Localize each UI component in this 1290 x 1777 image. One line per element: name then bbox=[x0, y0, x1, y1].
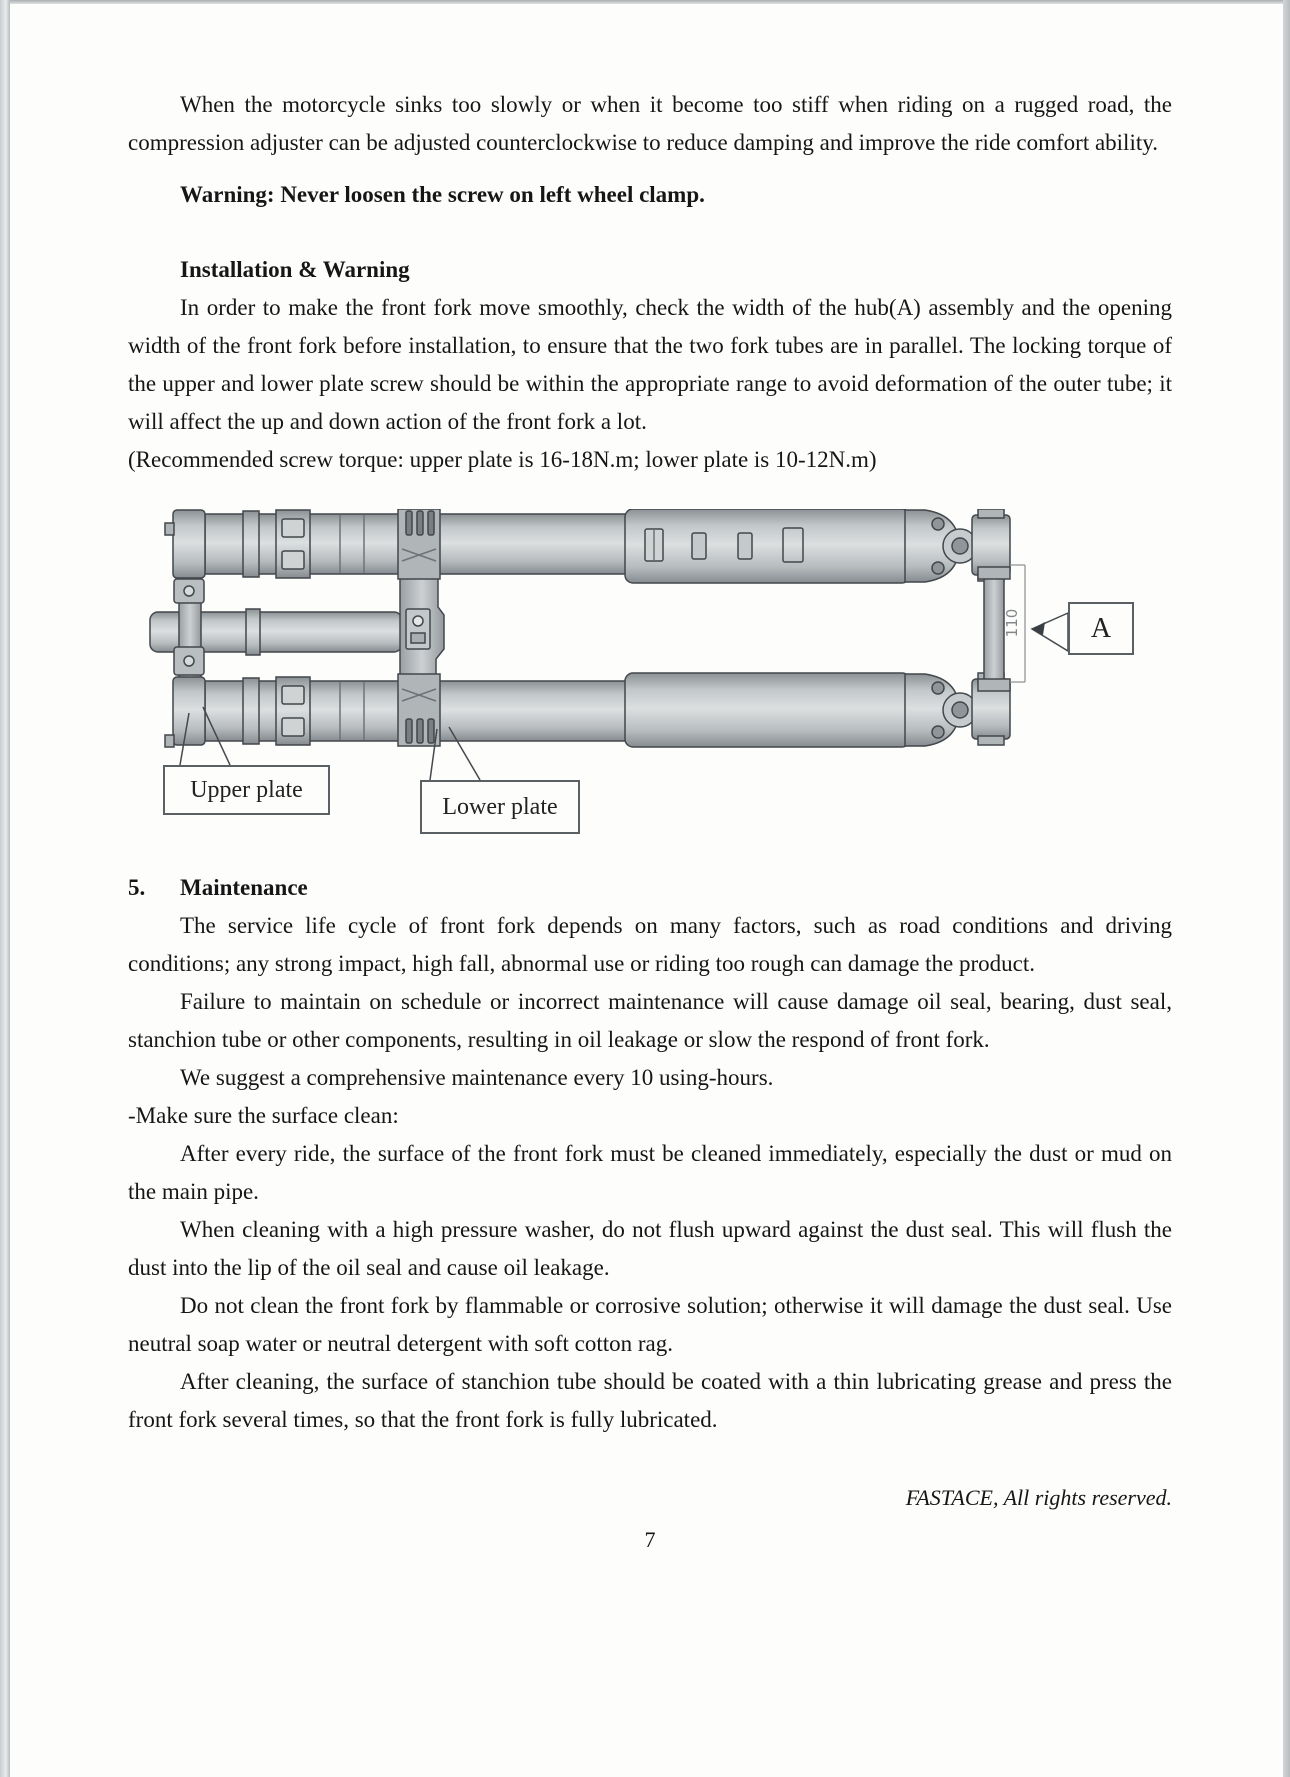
front-fork-diagram bbox=[128, 509, 1172, 849]
paragraph-after-every-ride: After every ride, the surface of the front fork must be cleaned immediately, especially the dust or mud on the main pipe. bbox=[128, 1141, 1172, 1204]
torque-note: (Recommended screw torque: upper plate is 16-18N.m; lower plate is 10-12N.m) bbox=[128, 447, 877, 472]
page-content bbox=[128, 86, 1172, 1557]
paragraph-suggest-maintenance: We suggest a comprehensive maintenance every 10 using-hours. bbox=[180, 1065, 774, 1090]
fork-leg-top bbox=[165, 509, 1010, 583]
paragraph-installation: In order to make the front fork move smoothly, check the width of the hub(A) assembly and the opening width of the front fork before installation, to ensure that the two fork tubes are in parallel. The locking torque of the upper and lower plate screw should be within the appropriate range to avoid deformation of the outer tube; it will affect the up and down action of the front fork a lot. bbox=[128, 295, 1172, 434]
dimension-110 bbox=[1003, 565, 1025, 682]
section-title: Maintenance bbox=[180, 875, 308, 900]
dimension-value: 110 bbox=[1003, 608, 1021, 638]
upper-plate-label: Upper plate bbox=[190, 776, 303, 803]
fork-leg-bottom bbox=[165, 673, 1010, 747]
paragraph-after-cleaning: After cleaning, the surface of stanchion tube should be coated with a thin lubricating grease and press the front fork several times, so that the front fork is fully lubricated. bbox=[128, 1369, 1172, 1432]
scan-edge-left bbox=[0, 0, 10, 1777]
lower-plate-part bbox=[400, 575, 444, 681]
callout-a-box bbox=[1068, 602, 1134, 655]
paragraph-service-life: The service life cycle of front fork depends on many factors, such as road conditions and driving conditions; any strong impact, high fall, abnormal use or riding too rough can damage the product. bbox=[128, 913, 1172, 976]
paragraph-failure-maintain: Failure to maintain on schedule or incorrect maintenance will cause damage oil seal, bearing, dust seal, stanchion tube or other components, resulting in oil leakage or slow the respond of front fork. bbox=[128, 989, 1172, 1052]
upper-plate-callout bbox=[163, 765, 330, 815]
warning-text: Warning: Never loosen the screw on left wheel clamp. bbox=[180, 182, 705, 207]
scan-edge-right bbox=[1283, 0, 1290, 1777]
paragraph-compression-adjuster: When the motorcycle sinks too slowly or when it become too stiff when riding on a rugged road, the compression adjuster can be adjusted counterclockwise to reduce damping and improve the ride comfort ability. bbox=[128, 92, 1172, 155]
lower-plate-label: Lower plate bbox=[442, 793, 558, 820]
lower-plate-callout bbox=[420, 780, 580, 834]
upper-plate-part bbox=[174, 575, 204, 681]
scan-edge-top bbox=[0, 0, 1290, 4]
callout-a-leader bbox=[1032, 613, 1068, 651]
paragraph-no-flammable: Do not clean the front fork by flammable or corrosive solution; otherwise it will damage the dust seal. Use neutral soap water or neutral detergent with soft cotton rag. bbox=[128, 1293, 1172, 1356]
paragraph-make-sure-clean: -Make sure the surface clean: bbox=[128, 1103, 399, 1128]
section-number: 5. bbox=[128, 875, 146, 900]
section-heading-maintenance bbox=[128, 869, 1172, 907]
page-number: 7 bbox=[644, 1527, 656, 1552]
callout-a-label: A bbox=[1090, 612, 1112, 644]
section-heading-installation: Installation & Warning bbox=[180, 257, 410, 282]
paragraph-pressure-washer: When cleaning with a high pressure washer, do not flush upward against the dust seal. This will flush the dust into the lip of the oil seal and cause oil leakage. bbox=[128, 1217, 1172, 1280]
copyright-notice: FASTACE, All rights reserved. bbox=[905, 1485, 1172, 1510]
